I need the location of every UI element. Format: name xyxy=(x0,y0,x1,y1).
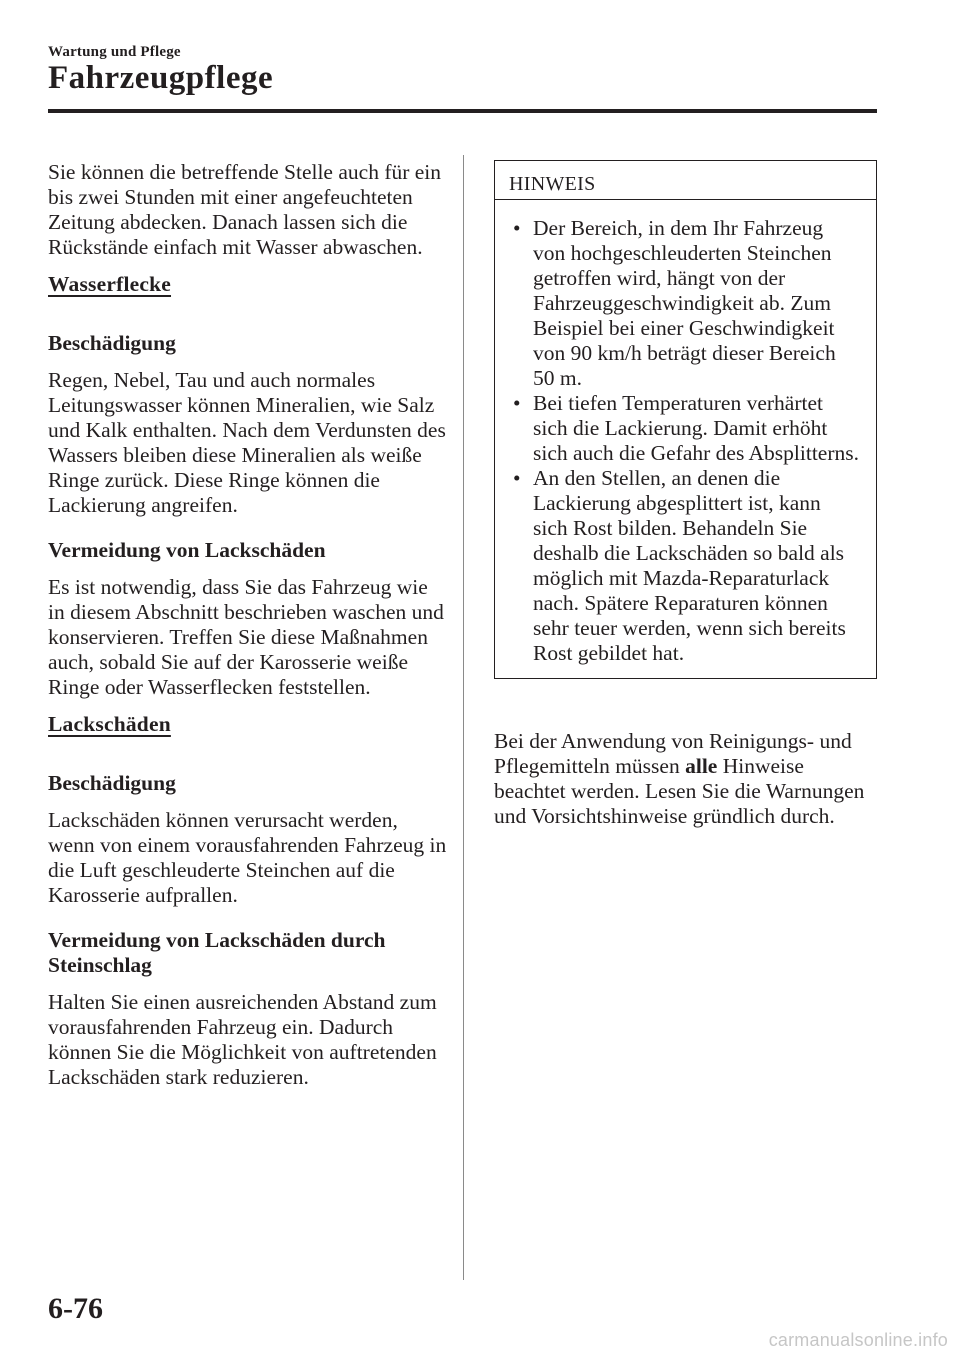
left-column xyxy=(48,160,448,1102)
note-heading: HINWEIS xyxy=(495,161,876,200)
subheading-prevention-water: Vermeidung von Lackschäden xyxy=(48,538,326,562)
subheading-prevention-paint: Vermeidung von Lackschäden durch Steinschlag xyxy=(48,928,386,977)
subheading-damage-water: Beschädigung xyxy=(48,331,176,355)
section-heading-water-spots: Wasserflecke xyxy=(48,272,172,296)
damage-text-paint: Lackschäden können verursacht werden, wenn von einem vorausfahrenden Fahrzeug in die Luft geschleuderte Steinchen auf die Karosserie aufprallen. xyxy=(48,808,447,907)
note-item xyxy=(509,391,860,466)
column-divider xyxy=(463,155,464,1280)
title-rule xyxy=(48,109,877,113)
note-item-text: Bei tiefen Temperaturen verhärtet sich die Lackierung. Damit erhöht sich auch die Gefahr des Absplitterns. xyxy=(533,391,859,465)
subheading-damage-paint: Beschädigung xyxy=(48,771,176,795)
closing-text-end: Hinweise beachtet werden. Lesen Sie die Warnungen und Vorsichtshinweise gründlich durch. xyxy=(494,754,865,828)
bullet-icon: • xyxy=(513,216,521,240)
page-number: 6-76 xyxy=(48,1292,103,1325)
prevention-text-paint: Halten Sie einen ausreichenden Abstand zum vorausfahrenden Fahrzeug ein. Dadurch können Sie die Möglichkeit von auftretenden Lackschäden stark reduzieren. xyxy=(48,990,437,1089)
note-item-text: Der Bereich, in dem Ihr Fahrzeug von hochgeschleuderten Steinchen getroffen wird, hängt von der Fahrzeuggeschwindigkeit ab. Zum Beispiel bei einer Geschwindigkeit von 90 km/h beträgt dieser Bereich 50 m. xyxy=(533,216,836,390)
note-item xyxy=(509,466,860,666)
prevention-text-water: Es ist notwendig, dass Sie das Fahrzeug wie in diesem Abschnitt beschrieben waschen und konservieren. Treffen Sie diese Maßnahmen auch, sobald Sie auf der Karosserie weiße Ringe oder Wasserflecken feststellen. xyxy=(48,575,444,699)
closing-text-start: Bei der Anwendung von Reinigungs- und Pflegemitteln müssen xyxy=(494,729,852,778)
note-item xyxy=(509,216,860,391)
note-body xyxy=(495,200,876,678)
bullet-icon: • xyxy=(513,466,521,490)
right-column xyxy=(494,160,878,841)
closing-paragraph xyxy=(494,729,878,829)
page-title: Fahrzeugpflege xyxy=(48,60,274,96)
breadcrumb: Wartung und Pflege xyxy=(48,44,181,60)
intro-paragraph: Sie können die betreffende Stelle auch für ein bis zwei Stunden mit einer angefeuchteten Zeitung abdecken. Danach lassen sich die Rückstände einfach mit Wasser abwaschen. xyxy=(48,160,442,259)
damage-text-water: Regen, Nebel, Tau und auch normales Leitungswasser können Mineralien, wie Salz und Kalk enthalten. Nach dem Verdunsten des Wassers bleiben diese Mineralien als weiße Ringe zurück. Diese Ringe können die Lackierung angreifen. xyxy=(48,368,446,517)
closing-emphasis: alle xyxy=(685,754,718,778)
note-box xyxy=(494,160,877,679)
bullet-icon: • xyxy=(513,391,521,415)
note-item-text: An den Stellen, an denen die Lackierung abgesplittert ist, kann sich Rost bilden. Behandeln Sie deshalb die Lackschäden so bald als möglich mit Mazda-Reparaturlack nach. Spätere Reparaturen können sehr teuer werden, wenn sich bereits Rost gebildet hat. xyxy=(533,466,846,665)
section-heading-paint-damage: Lackschäden xyxy=(48,712,171,736)
watermark: carmanualsonline.info xyxy=(768,1330,948,1350)
